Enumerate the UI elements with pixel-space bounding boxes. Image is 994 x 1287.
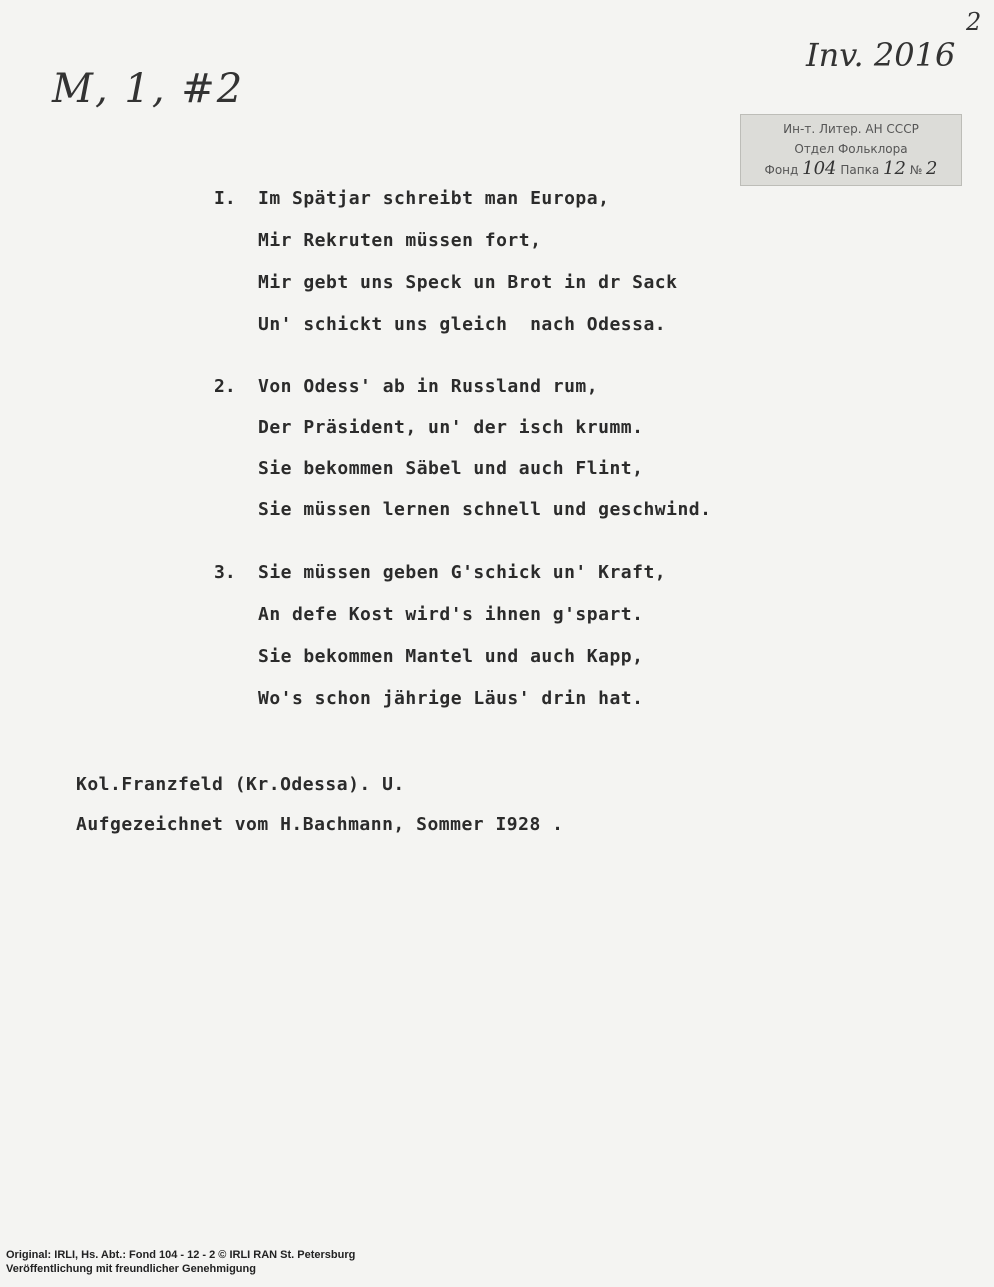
handwritten-archive-mark: M, 1, #2 [52, 66, 245, 112]
footer-original: Original: IRLI, Hs. Abt.: Fond 104 - 12 - 2 © IRLI RAN St. Petersburg [6, 1249, 356, 1261]
verse-line: Un' schickt uns gleich nach Odessa. [258, 314, 667, 335]
stanza-number: I. [214, 188, 236, 209]
copyright-footer [6, 1248, 355, 1276]
archive-stamp [740, 114, 962, 186]
source-location: Kol.Franzfeld (Kr.Odessa). U. [76, 774, 405, 795]
verse-line: Sie bekommen Säbel und auch Flint, [258, 458, 644, 479]
footer-permission: Veröffentlichung mit freundlicher Genehmigung [6, 1263, 256, 1275]
verse-line: Sie müssen lernen schnell und geschwind. [258, 499, 712, 520]
stamp-papka-label: Папка [840, 163, 880, 177]
verse-line: Im Spätjar schreibt man Europa, [258, 188, 610, 209]
source-recorder: Aufgezeichnet vom H.Bachmann, Sommer I928 . [76, 814, 564, 835]
verse-line: Der Präsident, un' der isch krumm. [258, 417, 644, 438]
stamp-fond-number: 104 [802, 158, 837, 179]
verse-line: Sie bekommen Mantel und auch Kapp, [258, 646, 644, 667]
stanza-number: 3. [214, 562, 236, 583]
verse-line: Sie müssen geben G'schick un' Kraft, [258, 562, 667, 583]
stamp-nr-label: № [909, 163, 923, 177]
stamp-institute: Ин-т. Литер. АН СССР [783, 122, 919, 136]
stamp-reference [741, 159, 961, 180]
stanza-number: 2. [214, 376, 236, 397]
verse-line: Wo's schon jährige Läus' drin hat. [258, 688, 644, 709]
stamp-nr-number: 2 [926, 158, 938, 179]
stamp-department: Отдел Фольклора [794, 142, 908, 156]
verse-line: Von Odess' ab in Russland rum, [258, 376, 599, 397]
verse-line: An defe Kost wird's ihnen g'spart. [258, 604, 644, 625]
handwritten-inventory-number: Inv. 2016 [806, 36, 956, 74]
stamp-fond-label: Фонд [764, 163, 799, 177]
handwritten-page-number: 2 [966, 8, 982, 36]
stamp-papka-number: 12 [883, 158, 906, 179]
verse-line: Mir gebt uns Speck un Brot in dr Sack [258, 272, 678, 293]
verse-line: Mir Rekruten müssen fort, [258, 230, 542, 251]
